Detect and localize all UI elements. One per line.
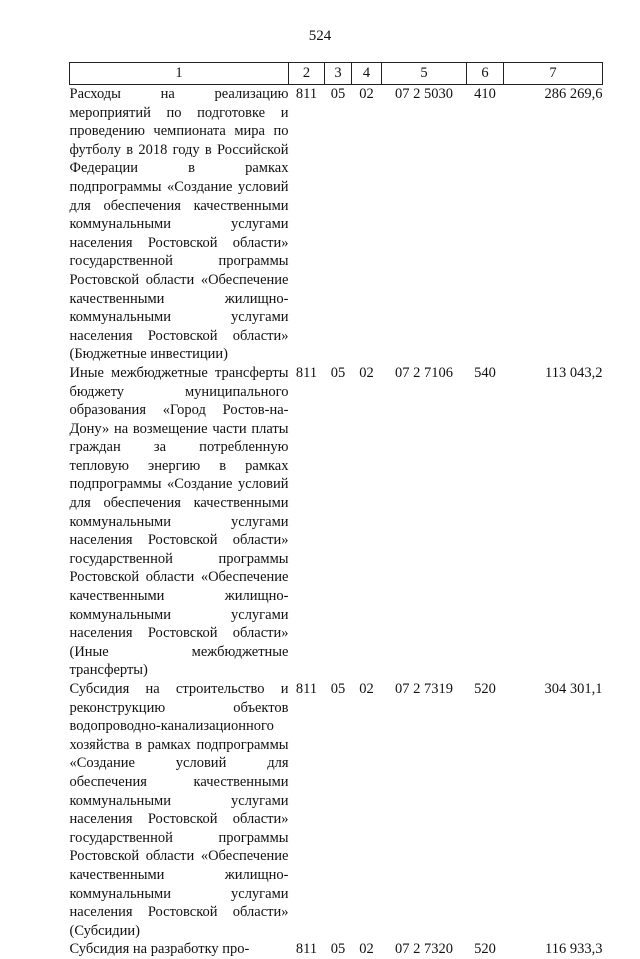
header-col-1: 1 bbox=[70, 63, 289, 85]
row-description: Расходы на реализацию мероприятий по подготовке и проведению чемпионата мира по футболу в 2018 году в Российской Федерации в рамках подпрограммы «Создание условий для обеспечения качественными коммунальными услугами населения Ростовской области» государственной программы Ростовской области «Обеспечение качественными жилищно-коммунальными услугами населения Ростовской области» (Бюджетные инвестиции) bbox=[69, 86, 289, 363]
row-target: 07 2 7320 bbox=[395, 941, 453, 958]
row-ministry: 811 bbox=[295, 364, 318, 381]
row-description: Иные межбюджетные трансферты бюджету муниципального образования «Город Ростов-на-Дону» на возмещение части платы граждан за потребленную тепловую энергию в рамках подпрограммы «Создание условий для обеспечения качественными коммунальными услугами населения Ростовской области» государственной программы Ростовской области «Обеспечение качественными жилищно-коммунальными услугами населения Ростовской области» (Иные межбюджетные трансферты) bbox=[69, 364, 289, 679]
row-section: 05 bbox=[330, 364, 346, 381]
row-subsection: 02 bbox=[359, 941, 374, 958]
row-target: 07 2 7106 bbox=[395, 364, 453, 381]
row-subsection: 02 bbox=[359, 364, 374, 381]
row-subsection: 02 bbox=[359, 681, 374, 697]
table-row bbox=[70, 680, 603, 940]
row-description: Субсидия на разработку про- bbox=[69, 941, 250, 958]
header-col-5: 5 bbox=[382, 63, 467, 85]
row-ministry: 811 bbox=[295, 681, 318, 697]
row-amount: 113 043,2 bbox=[545, 364, 603, 381]
table-row bbox=[70, 364, 603, 680]
row-description: Субсидия на строительство и реконструкцию объектов водопроводно-канализационного хозяйства в рамках подпрограммы «Создание условий для обеспечения качественными коммунальными услугами населения Ростовской области» государственной программы Ростовской области «Обеспечение качественными жилищно-коммунальными услугами населения Ростовской области» (Субсидии) bbox=[69, 681, 289, 939]
row-type: 520 bbox=[474, 681, 496, 697]
table-row bbox=[70, 940, 603, 959]
row-type: 410 bbox=[474, 86, 496, 102]
budget-table bbox=[69, 62, 603, 959]
row-amount: 116 933,3 bbox=[545, 941, 603, 958]
row-target: 07 2 5030 bbox=[395, 86, 453, 102]
header-col-2: 2 bbox=[289, 63, 325, 85]
header-col-4: 4 bbox=[352, 63, 382, 85]
row-type: 520 bbox=[474, 941, 496, 958]
page-number: 524 bbox=[308, 28, 332, 44]
row-target: 07 2 7319 bbox=[395, 681, 453, 697]
row-section: 05 bbox=[330, 86, 346, 102]
header-col-3: 3 bbox=[325, 63, 352, 85]
header-col-7: 7 bbox=[504, 63, 603, 85]
header-col-6: 6 bbox=[467, 63, 504, 85]
row-amount: 304 301,1 bbox=[544, 681, 603, 697]
row-type: 540 bbox=[474, 364, 496, 381]
row-ministry: 811 bbox=[295, 941, 318, 958]
row-subsection: 02 bbox=[359, 86, 374, 102]
row-section: 05 bbox=[330, 941, 346, 958]
table-row bbox=[70, 85, 603, 364]
table-header-row bbox=[70, 63, 603, 85]
row-amount: 286 269,6 bbox=[544, 86, 603, 102]
row-section: 05 bbox=[330, 681, 346, 697]
row-ministry: 811 bbox=[295, 86, 318, 102]
